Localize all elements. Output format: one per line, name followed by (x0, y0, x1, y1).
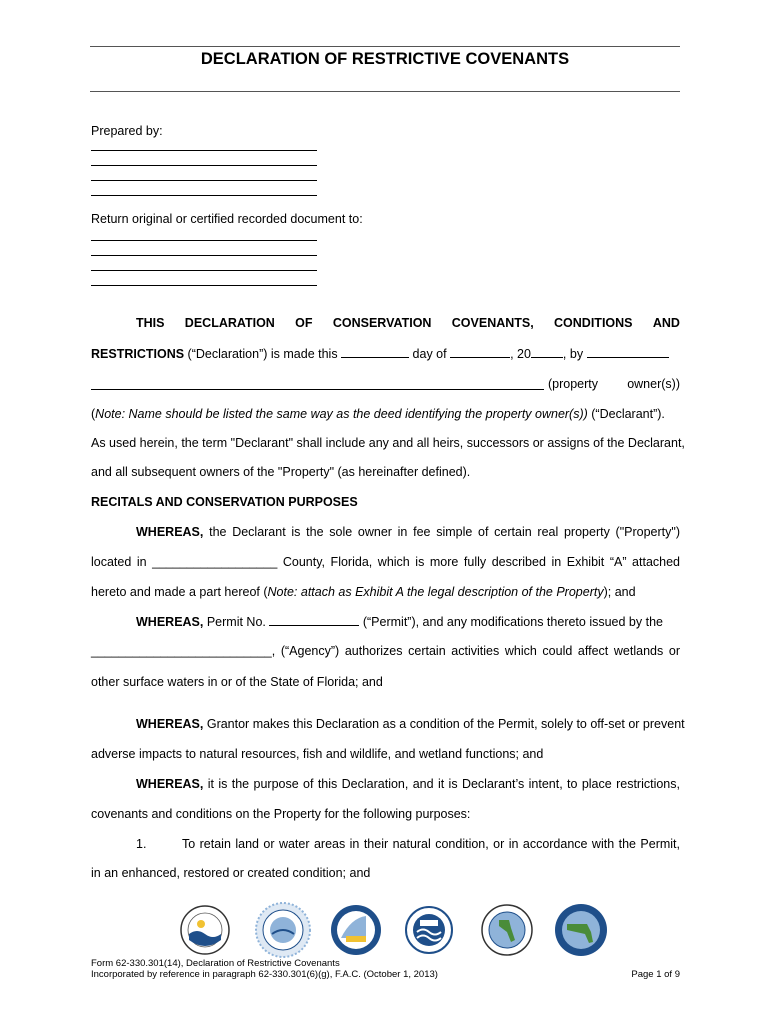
water-district-seal-icon (256, 903, 310, 957)
whereas3-line-2: adverse impacts to natural resources, fish and wildlife, and wetland functions; and (91, 747, 544, 761)
item1-number: 1. (136, 837, 147, 851)
nwfwmd-seal-icon (555, 904, 607, 956)
footer-form-line: Form 62-330.301(14), Declaration of Restrictive Covenants (91, 958, 340, 969)
intro-note: (Note: Name should be listed the same way as the deed identifying the property owner(s)) (“Declarant”). (91, 407, 665, 421)
return-to-line[interactable] (91, 285, 317, 286)
dep-seal-icon (181, 906, 229, 954)
intro-line-2: RESTRICTIONS (“Declaration”) is made this day of , 20 , by (91, 346, 680, 362)
day-blank[interactable] (341, 346, 409, 358)
whereas1-line-1: WHEREAS, the Declarant is the sole owner in fee simple of certain real property ("Property") (136, 525, 680, 539)
intro-line-5: As used herein, the term "Declarant" shall include any and all heirs, successors or assigns of the Declarant, (91, 436, 685, 450)
intro-line-1: THIS DECLARATION OF CONSERVATION COVENANTS, CONDITIONS AND (136, 316, 680, 330)
item1-line-1: To retain land or water areas in their natural condition, or in accordance with the Permit, (182, 837, 680, 851)
permit-number-blank[interactable] (269, 614, 359, 626)
footer-reference-line: Incorporated by reference in paragraph 62-330.301(6)(g), F.A.C. (October 1, 2013) (91, 969, 438, 980)
whereas2-line-1: WHEREAS, Permit No. (“Permit”), and any modifications thereto issued by the (136, 615, 663, 629)
intro-line-3: (property owner(s)) (548, 377, 680, 391)
return-to-line[interactable] (91, 240, 317, 241)
prepared-by-label: Prepared by: (91, 124, 163, 138)
title-bottom-rule (90, 91, 680, 92)
owner-blank[interactable] (587, 346, 669, 358)
prepared-by-line[interactable] (91, 150, 317, 151)
form-footer (91, 958, 438, 980)
whereas3-line-1: WHEREAS, Grantor makes this Declaration as a condition of the Permit, solely to off-set or prevent (136, 717, 685, 731)
page-number: Page 1 of 9 (631, 969, 680, 980)
prepared-by-line[interactable] (91, 195, 317, 196)
return-to-label: Return original or certified recorded document to: (91, 212, 363, 226)
agency-seals (176, 902, 616, 962)
prepared-by-line[interactable] (91, 180, 317, 181)
month-blank[interactable] (450, 346, 510, 358)
return-to-line[interactable] (91, 255, 317, 256)
prepared-by-line[interactable] (91, 165, 317, 166)
return-to-line[interactable] (91, 270, 317, 271)
swfwmd-seal-icon (482, 905, 532, 955)
recitals-heading: RECITALS AND CONSERVATION PURPOSES (91, 495, 358, 509)
owner-name-line[interactable] (91, 389, 544, 390)
whereas2-line-3: other surface waters in or of the State of Florida; and (91, 675, 383, 689)
whereas1-line-2: located in __________________ County, Florida, which is more fully described in Exhibit “A” attached (91, 555, 681, 569)
page-title: DECLARATION OF RESTRICTIVE COVENANTS (200, 50, 570, 68)
whereas2-line-2: __________________________, (“Agency”) authorizes certain activities which could affect wetlands or (91, 644, 680, 658)
intro-line-6: and all subsequent owners of the "Property" (as hereinafter defined). (91, 465, 471, 479)
sjr-seal-icon (406, 907, 452, 953)
top-rule (90, 46, 680, 47)
whereas1-line-3: hereto and made a part hereof (Note: attach as Exhibit A the legal description of the Property); and (91, 585, 636, 599)
whereas4-line-1: WHEREAS, it is the purpose of this Declaration, and it is Declarant’s intent, to place restrictions, (136, 777, 680, 791)
item1-line-2: in an enhanced, restored or created condition; and (91, 866, 371, 880)
sfwmd-seal-icon (331, 905, 381, 955)
whereas4-line-2: covenants and conditions on the Property for the following purposes: (91, 807, 471, 821)
year-blank[interactable] (531, 346, 563, 358)
